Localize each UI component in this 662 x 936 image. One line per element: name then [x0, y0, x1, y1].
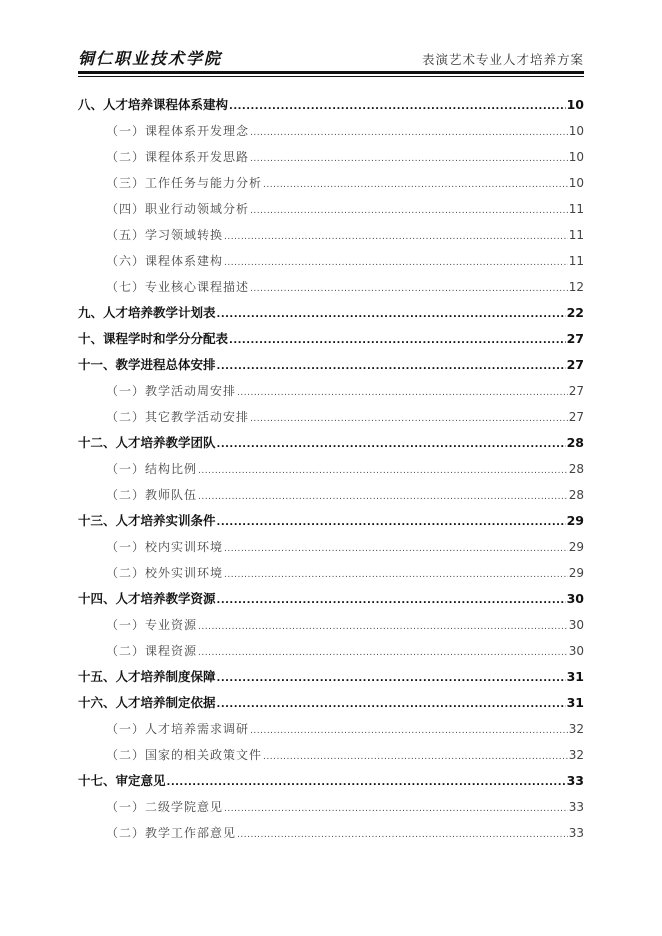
toc-entry-page: 30	[568, 618, 584, 632]
toc-entry-label: （七）专业核心课程描述	[106, 280, 250, 294]
toc-entry-page: 10	[568, 150, 584, 164]
toc-entry-page: 31	[566, 669, 584, 684]
toc-entry-page: 33	[568, 826, 584, 840]
dot-leader	[198, 638, 568, 666]
toc-entry-page: 28	[568, 462, 584, 476]
toc-entry[interactable]	[78, 508, 584, 534]
toc-entry-label: （二）国家的相关政策文件	[106, 748, 263, 762]
toc-entry[interactable]	[78, 144, 584, 170]
dot-leader	[263, 170, 568, 198]
toc-entry-label: （二）课程体系开发思路	[106, 150, 250, 164]
toc-entry-label: （二）校外实训环境	[106, 566, 224, 580]
toc-entry[interactable]	[78, 326, 584, 352]
toc-entry-label: （一）二级学院意见	[106, 800, 224, 814]
dot-leader	[217, 664, 566, 692]
toc-entry-label: 十五、人才培养制度保障	[78, 669, 216, 684]
toc-entry-page: 29	[568, 566, 584, 580]
toc-entry-page: 11	[568, 228, 584, 242]
toc-entry[interactable]	[78, 612, 584, 638]
toc-entry-page: 10	[566, 97, 584, 112]
toc-entry[interactable]	[78, 222, 584, 248]
dot-leader	[250, 144, 568, 172]
document-title: 表演艺术专业人才培养方案	[421, 52, 584, 67]
toc-entry-label: 九、人才培养教学计划表	[78, 305, 216, 320]
toc-entry[interactable]	[78, 534, 584, 560]
toc-entry-page: 28	[568, 488, 584, 502]
dot-leader	[263, 742, 568, 770]
toc-entry-label: 十一、教学进程总体安排	[78, 357, 216, 372]
toc-entry[interactable]	[78, 248, 584, 274]
dot-leader	[250, 404, 568, 432]
toc-entry-label: （二）教学工作部意见	[106, 826, 237, 840]
toc-entry-page: 10	[568, 124, 584, 138]
toc-entry-label: （一）结构比例	[106, 462, 198, 476]
toc-entry-page: 32	[568, 748, 584, 762]
toc-entry-label: （一）专业资源	[106, 618, 198, 632]
dot-leader	[217, 586, 566, 614]
toc-entry-page: 27	[566, 357, 584, 372]
dot-leader	[229, 92, 566, 120]
toc-entry[interactable]	[78, 274, 584, 300]
dot-leader	[198, 482, 568, 510]
toc-entry[interactable]	[78, 352, 584, 378]
toc-entry-label: 十三、人才培养实训条件	[78, 513, 216, 528]
toc-entry[interactable]	[78, 690, 584, 716]
header-rule-thick	[78, 71, 584, 74]
dot-leader	[217, 690, 566, 718]
dot-leader	[250, 274, 568, 302]
toc-entry[interactable]	[78, 638, 584, 664]
dot-leader	[198, 612, 568, 640]
dot-leader	[224, 794, 568, 822]
toc-entry[interactable]	[78, 794, 584, 820]
toc-entry[interactable]	[78, 716, 584, 742]
toc-entry[interactable]	[78, 586, 584, 612]
school-name: 铜仁职业技术学院	[78, 49, 223, 68]
toc-entry-page: 27	[568, 410, 584, 424]
dot-leader	[217, 352, 566, 380]
toc-entry-label: （一）课程体系开发理念	[106, 124, 250, 138]
toc-entry[interactable]	[78, 118, 584, 144]
toc-entry[interactable]	[78, 742, 584, 768]
dot-leader	[217, 300, 566, 328]
toc-entry-page: 10	[568, 176, 584, 190]
dot-leader	[217, 508, 566, 536]
table-of-contents	[78, 92, 584, 846]
dot-leader	[250, 196, 568, 224]
toc-entry-label: （二）课程资源	[106, 644, 198, 658]
toc-entry[interactable]	[78, 378, 584, 404]
dot-leader	[237, 820, 568, 848]
toc-entry-page: 11	[568, 202, 584, 216]
toc-entry[interactable]	[78, 456, 584, 482]
toc-entry-page: 12	[568, 280, 584, 294]
toc-entry-label: 十七、审定意见	[78, 773, 166, 788]
toc-entry-label: （二）其它教学活动安排	[106, 410, 250, 424]
dot-leader	[198, 456, 568, 484]
toc-entry-label: （五）学习领域转换	[106, 228, 224, 242]
toc-entry[interactable]	[78, 92, 584, 118]
page-header	[78, 46, 584, 70]
toc-entry-label: （二）教师队伍	[106, 488, 198, 502]
toc-entry-label: 十六、人才培养制定依据	[78, 695, 216, 710]
toc-entry-page: 33	[568, 800, 584, 814]
toc-entry-label: （六）课程体系建构	[106, 254, 224, 268]
toc-entry-label: 十二、人才培养教学团队	[78, 435, 216, 450]
toc-entry-label: （四）职业行动领域分析	[106, 202, 250, 216]
toc-entry-page: 32	[568, 722, 584, 736]
toc-entry-page: 29	[568, 540, 584, 554]
dot-leader	[250, 716, 568, 744]
toc-entry[interactable]	[78, 482, 584, 508]
toc-entry-page: 29	[566, 513, 584, 528]
toc-entry[interactable]	[78, 664, 584, 690]
toc-entry-page: 27	[568, 384, 584, 398]
toc-entry-page: 30	[566, 591, 584, 606]
dot-leader	[217, 430, 566, 458]
toc-entry-label: 八、人才培养课程体系建构	[78, 97, 229, 112]
toc-entry-page: 31	[566, 695, 584, 710]
toc-entry-page: 27	[566, 331, 584, 346]
dot-leader	[250, 118, 568, 146]
dot-leader	[229, 326, 566, 354]
toc-entry-label: （一）人才培养需求调研	[106, 722, 250, 736]
toc-entry-label: （一）校内实训环境	[106, 540, 224, 554]
toc-entry-page: 30	[568, 644, 584, 658]
dot-leader	[224, 248, 568, 276]
dot-leader	[224, 534, 568, 562]
toc-entry[interactable]	[78, 170, 584, 196]
dot-leader	[224, 560, 568, 588]
toc-entry-page: 11	[568, 254, 584, 268]
toc-entry[interactable]	[78, 196, 584, 222]
toc-entry[interactable]	[78, 300, 584, 326]
toc-entry-label: 十、课程学时和学分分配表	[78, 331, 229, 346]
toc-entry-page: 22	[566, 305, 584, 320]
toc-entry-label: （一）教学活动周安排	[106, 384, 237, 398]
dot-leader	[224, 222, 568, 250]
header-rule-thin	[78, 76, 584, 77]
toc-entry-page: 28	[566, 435, 584, 450]
toc-entry-label: （三）工作任务与能力分析	[106, 176, 263, 190]
toc-entry[interactable]	[78, 560, 584, 586]
toc-entry[interactable]	[78, 404, 584, 430]
toc-entry-label: 十四、人才培养教学资源	[78, 591, 216, 606]
toc-entry-page: 33	[566, 773, 584, 788]
toc-entry[interactable]	[78, 430, 584, 456]
dot-leader	[237, 378, 568, 406]
toc-entry[interactable]	[78, 768, 584, 794]
dot-leader	[167, 768, 566, 796]
toc-entry[interactable]	[78, 820, 584, 846]
